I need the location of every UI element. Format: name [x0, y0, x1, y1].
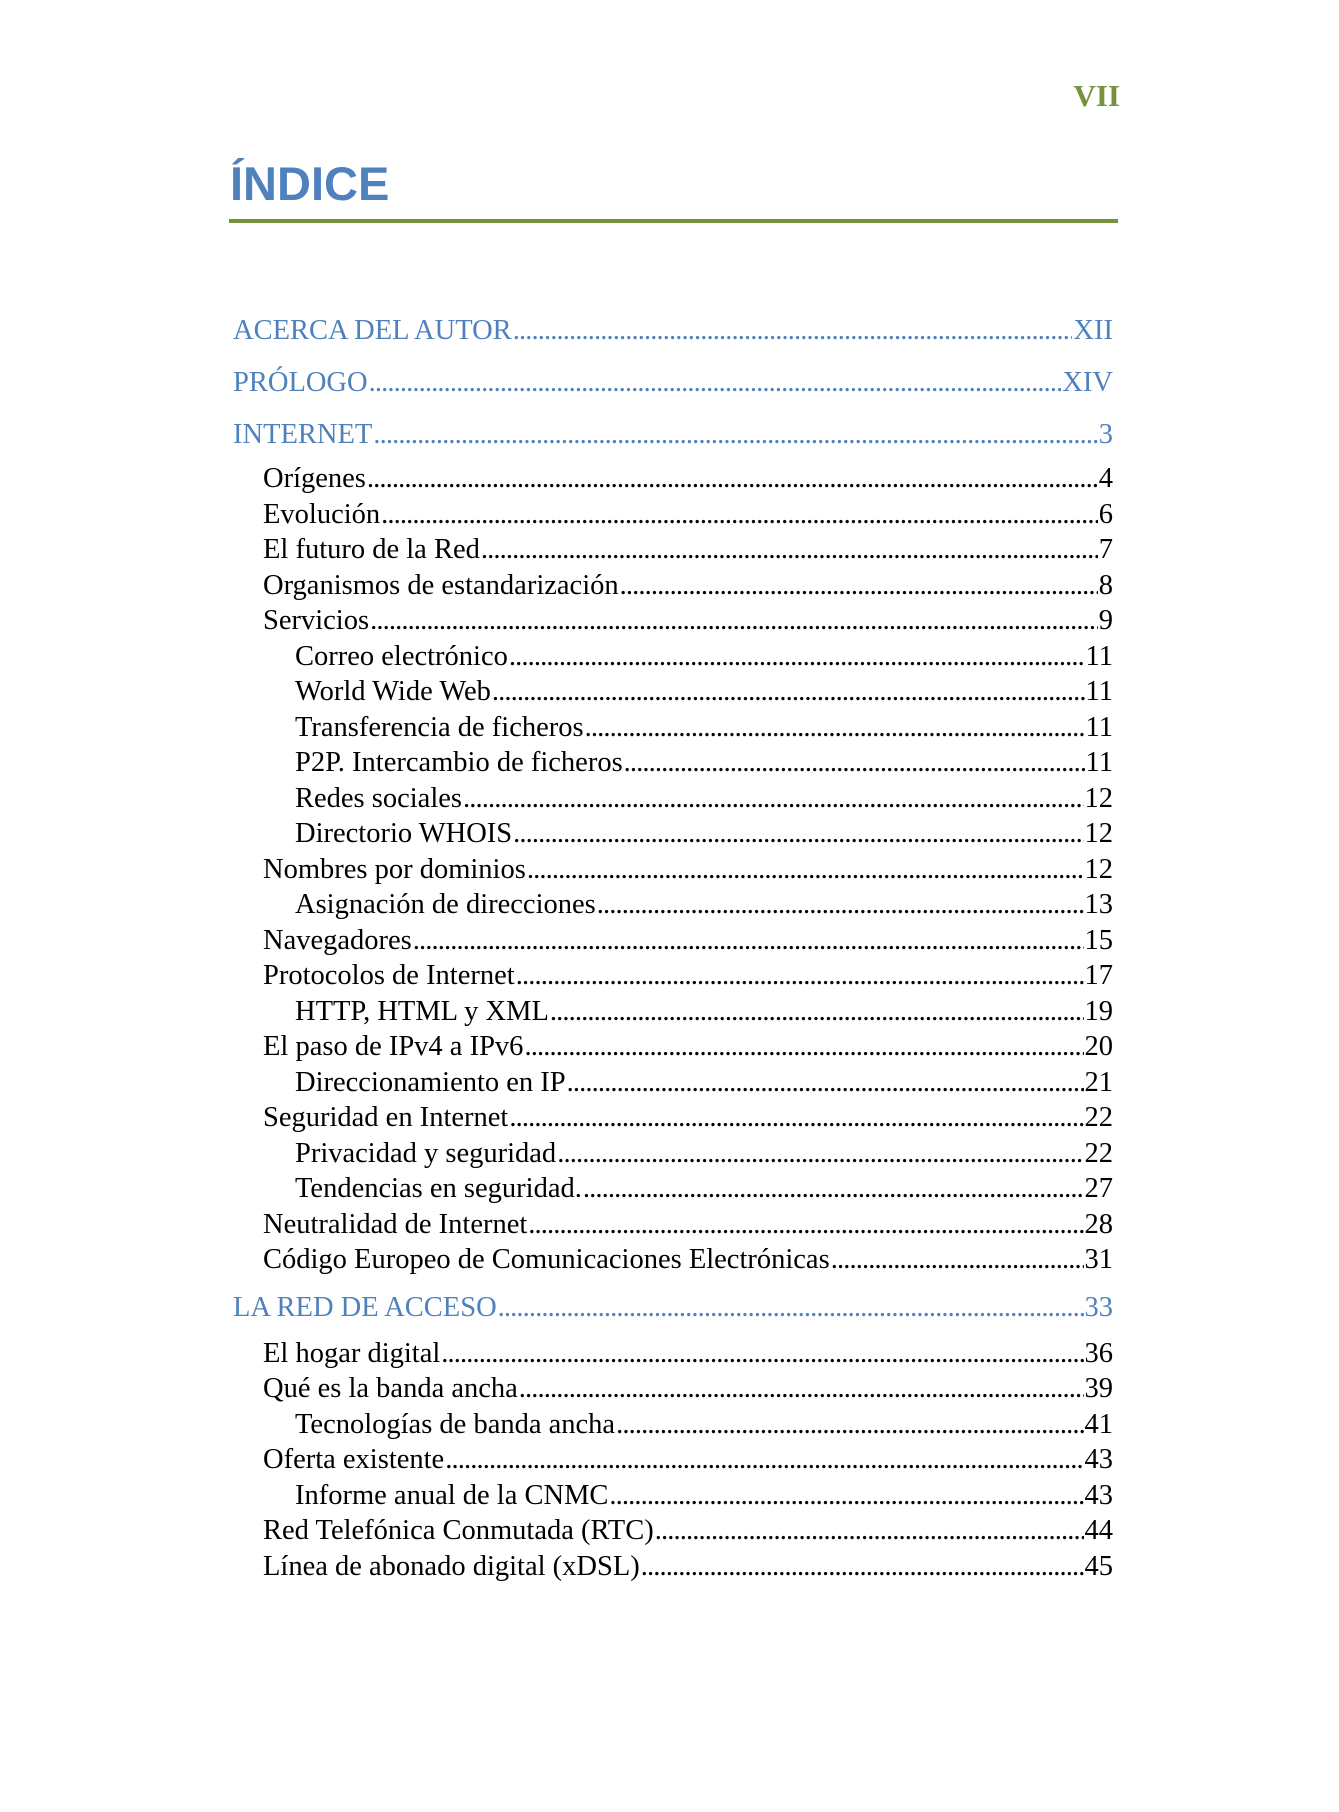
- toc-entry-page-number: 22: [1084, 1137, 1113, 1169]
- dot-leader: [481, 532, 1098, 568]
- toc-entry-page-number: 4: [1098, 463, 1113, 494]
- toc-entry-page-number: 43: [1084, 1479, 1113, 1511]
- dot-leader: [609, 1478, 1083, 1514]
- toc-entry-page-number: 33: [1084, 1291, 1113, 1323]
- toc-entry-label: INTERNET: [233, 419, 373, 450]
- dot-leader: [624, 745, 1085, 781]
- dot-leader: [513, 305, 1073, 357]
- toc-entry-level-2[interactable]: [233, 1549, 1113, 1585]
- toc-entry-level-2[interactable]: [233, 497, 1113, 533]
- toc-entry-label: LA RED DE ACCESO: [233, 1291, 497, 1323]
- toc-entry-level-2[interactable]: [233, 1207, 1113, 1243]
- toc-entry-level-3[interactable]: [233, 1478, 1113, 1514]
- toc-entry-level-2[interactable]: [233, 958, 1113, 994]
- dot-leader: [641, 1549, 1084, 1585]
- toc-entry-level-2[interactable]: [233, 532, 1113, 568]
- toc-entry-page-number: 45: [1084, 1550, 1113, 1582]
- toc-entry-level-2[interactable]: [233, 852, 1113, 888]
- toc-entry-page-number: 12: [1084, 853, 1113, 885]
- title-divider: [229, 219, 1118, 223]
- dot-leader: [369, 357, 1062, 409]
- toc-entry-level-2[interactable]: [233, 568, 1113, 604]
- dot-leader: [381, 497, 1098, 533]
- toc-entry-page-number: 44: [1084, 1515, 1113, 1546]
- dot-leader: [620, 568, 1098, 604]
- toc-entry-label: Red Telefónica Conmutada (RTC): [263, 1515, 654, 1546]
- dot-leader: [373, 409, 1097, 461]
- dot-leader: [519, 1371, 1084, 1407]
- dot-leader: [463, 781, 1084, 817]
- toc-entry-label: Navegadores: [263, 924, 412, 956]
- toc-entry-label: P2P. Intercambio de ficheros: [295, 747, 623, 778]
- toc-entry-label: Privacidad y seguridad: [295, 1137, 557, 1169]
- dot-leader: [492, 674, 1085, 710]
- toc-entry-level-2[interactable]: [233, 461, 1113, 497]
- toc-entry-page-number: 7: [1098, 534, 1113, 565]
- toc-entry-label: World Wide Web: [295, 676, 491, 707]
- toc-entry-level-1[interactable]: [233, 305, 1113, 357]
- dot-leader: [445, 1442, 1083, 1478]
- toc-entry-page-number: 39: [1084, 1373, 1113, 1404]
- toc-entry-level-1[interactable]: [233, 357, 1113, 409]
- dot-leader: [524, 1029, 1083, 1065]
- toc-entry-page-number: 9: [1098, 605, 1113, 636]
- toc-entry-label: Tecnologías de banda ancha: [295, 1408, 616, 1440]
- toc-entry-label: El hogar digital: [263, 1337, 441, 1369]
- toc-entry-page-number: 17: [1084, 960, 1113, 991]
- toc-entry-label: Neutralidad de Internet: [263, 1208, 528, 1240]
- toc-entry-page-number: 12: [1084, 782, 1113, 814]
- toc-entry-page-number: 36: [1084, 1337, 1113, 1369]
- toc-entry-label: ACERCA DEL AUTOR: [233, 315, 512, 346]
- toc-entry-label: El futuro de la Red: [263, 534, 480, 565]
- toc-entry-level-3[interactable]: [233, 1065, 1113, 1101]
- toc-entry-page-number: 12: [1084, 818, 1113, 849]
- toc-entry-label: Qué es la banda ancha: [263, 1373, 518, 1404]
- toc-entry-level-2[interactable]: [233, 1242, 1113, 1278]
- toc-entry-page-number: 15: [1084, 924, 1113, 956]
- toc-entry-page-number: 13: [1084, 889, 1113, 920]
- toc-entry-level-2[interactable]: [233, 603, 1113, 639]
- toc-entry-label: Asignación de direcciones: [295, 889, 596, 920]
- toc-entry-page-number: XII: [1073, 315, 1113, 346]
- toc-entry-page-number: 28: [1084, 1208, 1113, 1240]
- toc-entry-level-2[interactable]: [233, 1336, 1113, 1372]
- dot-leader: [583, 1171, 1084, 1207]
- toc-entry-label: El paso de IPv4 a IPv6: [263, 1031, 524, 1062]
- toc-entry-page-number: 11: [1085, 640, 1113, 672]
- toc-entry-level-3[interactable]: [233, 1407, 1113, 1443]
- toc-entry-page-number: 11: [1085, 676, 1113, 707]
- toc-entry-page-number: 21: [1084, 1066, 1113, 1098]
- table-of-contents: [233, 305, 1113, 1584]
- toc-entry-level-3[interactable]: [233, 639, 1113, 675]
- toc-entry-level-3[interactable]: [233, 745, 1113, 781]
- dot-leader: [516, 958, 1084, 994]
- dot-leader: [370, 603, 1098, 639]
- toc-entry-page-number: 19: [1084, 995, 1113, 1027]
- toc-entry-label: Oferta existente: [263, 1444, 445, 1475]
- toc-entry-page-number: 6: [1098, 498, 1113, 530]
- dot-leader: [367, 461, 1098, 497]
- toc-entry-label: Línea de abonado digital (xDSL): [263, 1550, 640, 1582]
- toc-entry-page-number: 20: [1084, 1031, 1113, 1062]
- toc-entry-page-number: 31: [1084, 1244, 1113, 1275]
- dot-leader: [550, 994, 1084, 1030]
- toc-entry-label: Seguridad en Internet: [263, 1102, 509, 1133]
- toc-entry-page-number: 11: [1085, 747, 1113, 778]
- toc-entry-level-1[interactable]: [233, 1282, 1113, 1334]
- page-title: ÍNDICE: [230, 157, 390, 210]
- toc-entry-label: Correo electrónico: [295, 640, 508, 672]
- toc-entry-level-3[interactable]: [233, 816, 1113, 852]
- toc-entry-level-2[interactable]: [233, 1371, 1113, 1407]
- toc-entry-level-3[interactable]: [233, 1136, 1113, 1172]
- toc-entry-level-2[interactable]: [233, 1513, 1113, 1549]
- toc-entry-label: Nombres por dominios: [263, 853, 526, 885]
- dot-leader: [585, 710, 1085, 746]
- toc-entry-page-number: 43: [1084, 1444, 1113, 1475]
- toc-entry-label: Direccionamiento en IP: [295, 1066, 566, 1098]
- toc-entry-page-number: XIV: [1062, 367, 1113, 398]
- toc-entry-level-2[interactable]: [233, 923, 1113, 959]
- toc-entry-level-3[interactable]: [233, 887, 1113, 923]
- dot-leader: [513, 816, 1083, 852]
- dot-leader: [597, 887, 1084, 923]
- toc-entry-label: Organismos de estandarización: [263, 569, 619, 601]
- toc-entry-level-3[interactable]: [233, 1171, 1113, 1207]
- toc-entry-label: Orígenes: [263, 463, 366, 494]
- toc-entry-label: Servicios: [263, 605, 370, 636]
- dot-leader: [528, 1207, 1083, 1243]
- toc-entry-label: Tendencias en seguridad.: [295, 1173, 582, 1204]
- toc-entry-level-1[interactable]: [233, 409, 1113, 461]
- toc-entry-page-number: 8: [1098, 569, 1113, 601]
- toc-entry-page-number: 11: [1085, 711, 1113, 743]
- toc-entry-level-3[interactable]: [233, 781, 1113, 817]
- dot-leader: [413, 923, 1084, 959]
- toc-entry-page-number: 3: [1098, 419, 1113, 450]
- dot-leader: [498, 1282, 1084, 1334]
- toc-entry-label: Informe anual de la CNMC: [295, 1479, 609, 1511]
- toc-entry-level-3[interactable]: [233, 994, 1113, 1030]
- page-number: VII: [1073, 78, 1120, 113]
- toc-entry-label: HTTP, HTML y XML: [295, 995, 549, 1027]
- dot-leader: [557, 1136, 1083, 1172]
- toc-entry-label: Redes sociales: [295, 782, 462, 814]
- dot-leader: [567, 1065, 1084, 1101]
- toc-entry-label: Código Europeo de Comunicaciones Electrónicas: [263, 1244, 830, 1275]
- dot-leader: [509, 639, 1085, 675]
- toc-entry-level-3[interactable]: [233, 710, 1113, 746]
- toc-entry-page-number: 41: [1084, 1408, 1113, 1440]
- toc-entry-label: Protocolos de Internet: [263, 960, 515, 991]
- toc-entry-page-number: 27: [1084, 1173, 1113, 1204]
- toc-entry-label: PRÓLOGO: [233, 367, 368, 398]
- dot-leader: [616, 1407, 1083, 1443]
- toc-entry-label: Evolución: [263, 498, 381, 530]
- dot-leader: [527, 852, 1084, 888]
- toc-entry-label: Directorio WHOIS: [295, 818, 513, 849]
- toc-entry-label: Transferencia de ficheros: [295, 711, 584, 743]
- dot-leader: [655, 1513, 1084, 1549]
- toc-entry-level-3[interactable]: [233, 674, 1113, 710]
- toc-entry-level-2[interactable]: [233, 1029, 1113, 1065]
- dot-leader: [441, 1336, 1083, 1372]
- toc-entry-level-2[interactable]: [233, 1100, 1113, 1136]
- dot-leader: [509, 1100, 1083, 1136]
- toc-entry-level-2[interactable]: [233, 1442, 1113, 1478]
- dot-leader: [831, 1242, 1084, 1278]
- toc-entry-page-number: 22: [1084, 1102, 1113, 1133]
